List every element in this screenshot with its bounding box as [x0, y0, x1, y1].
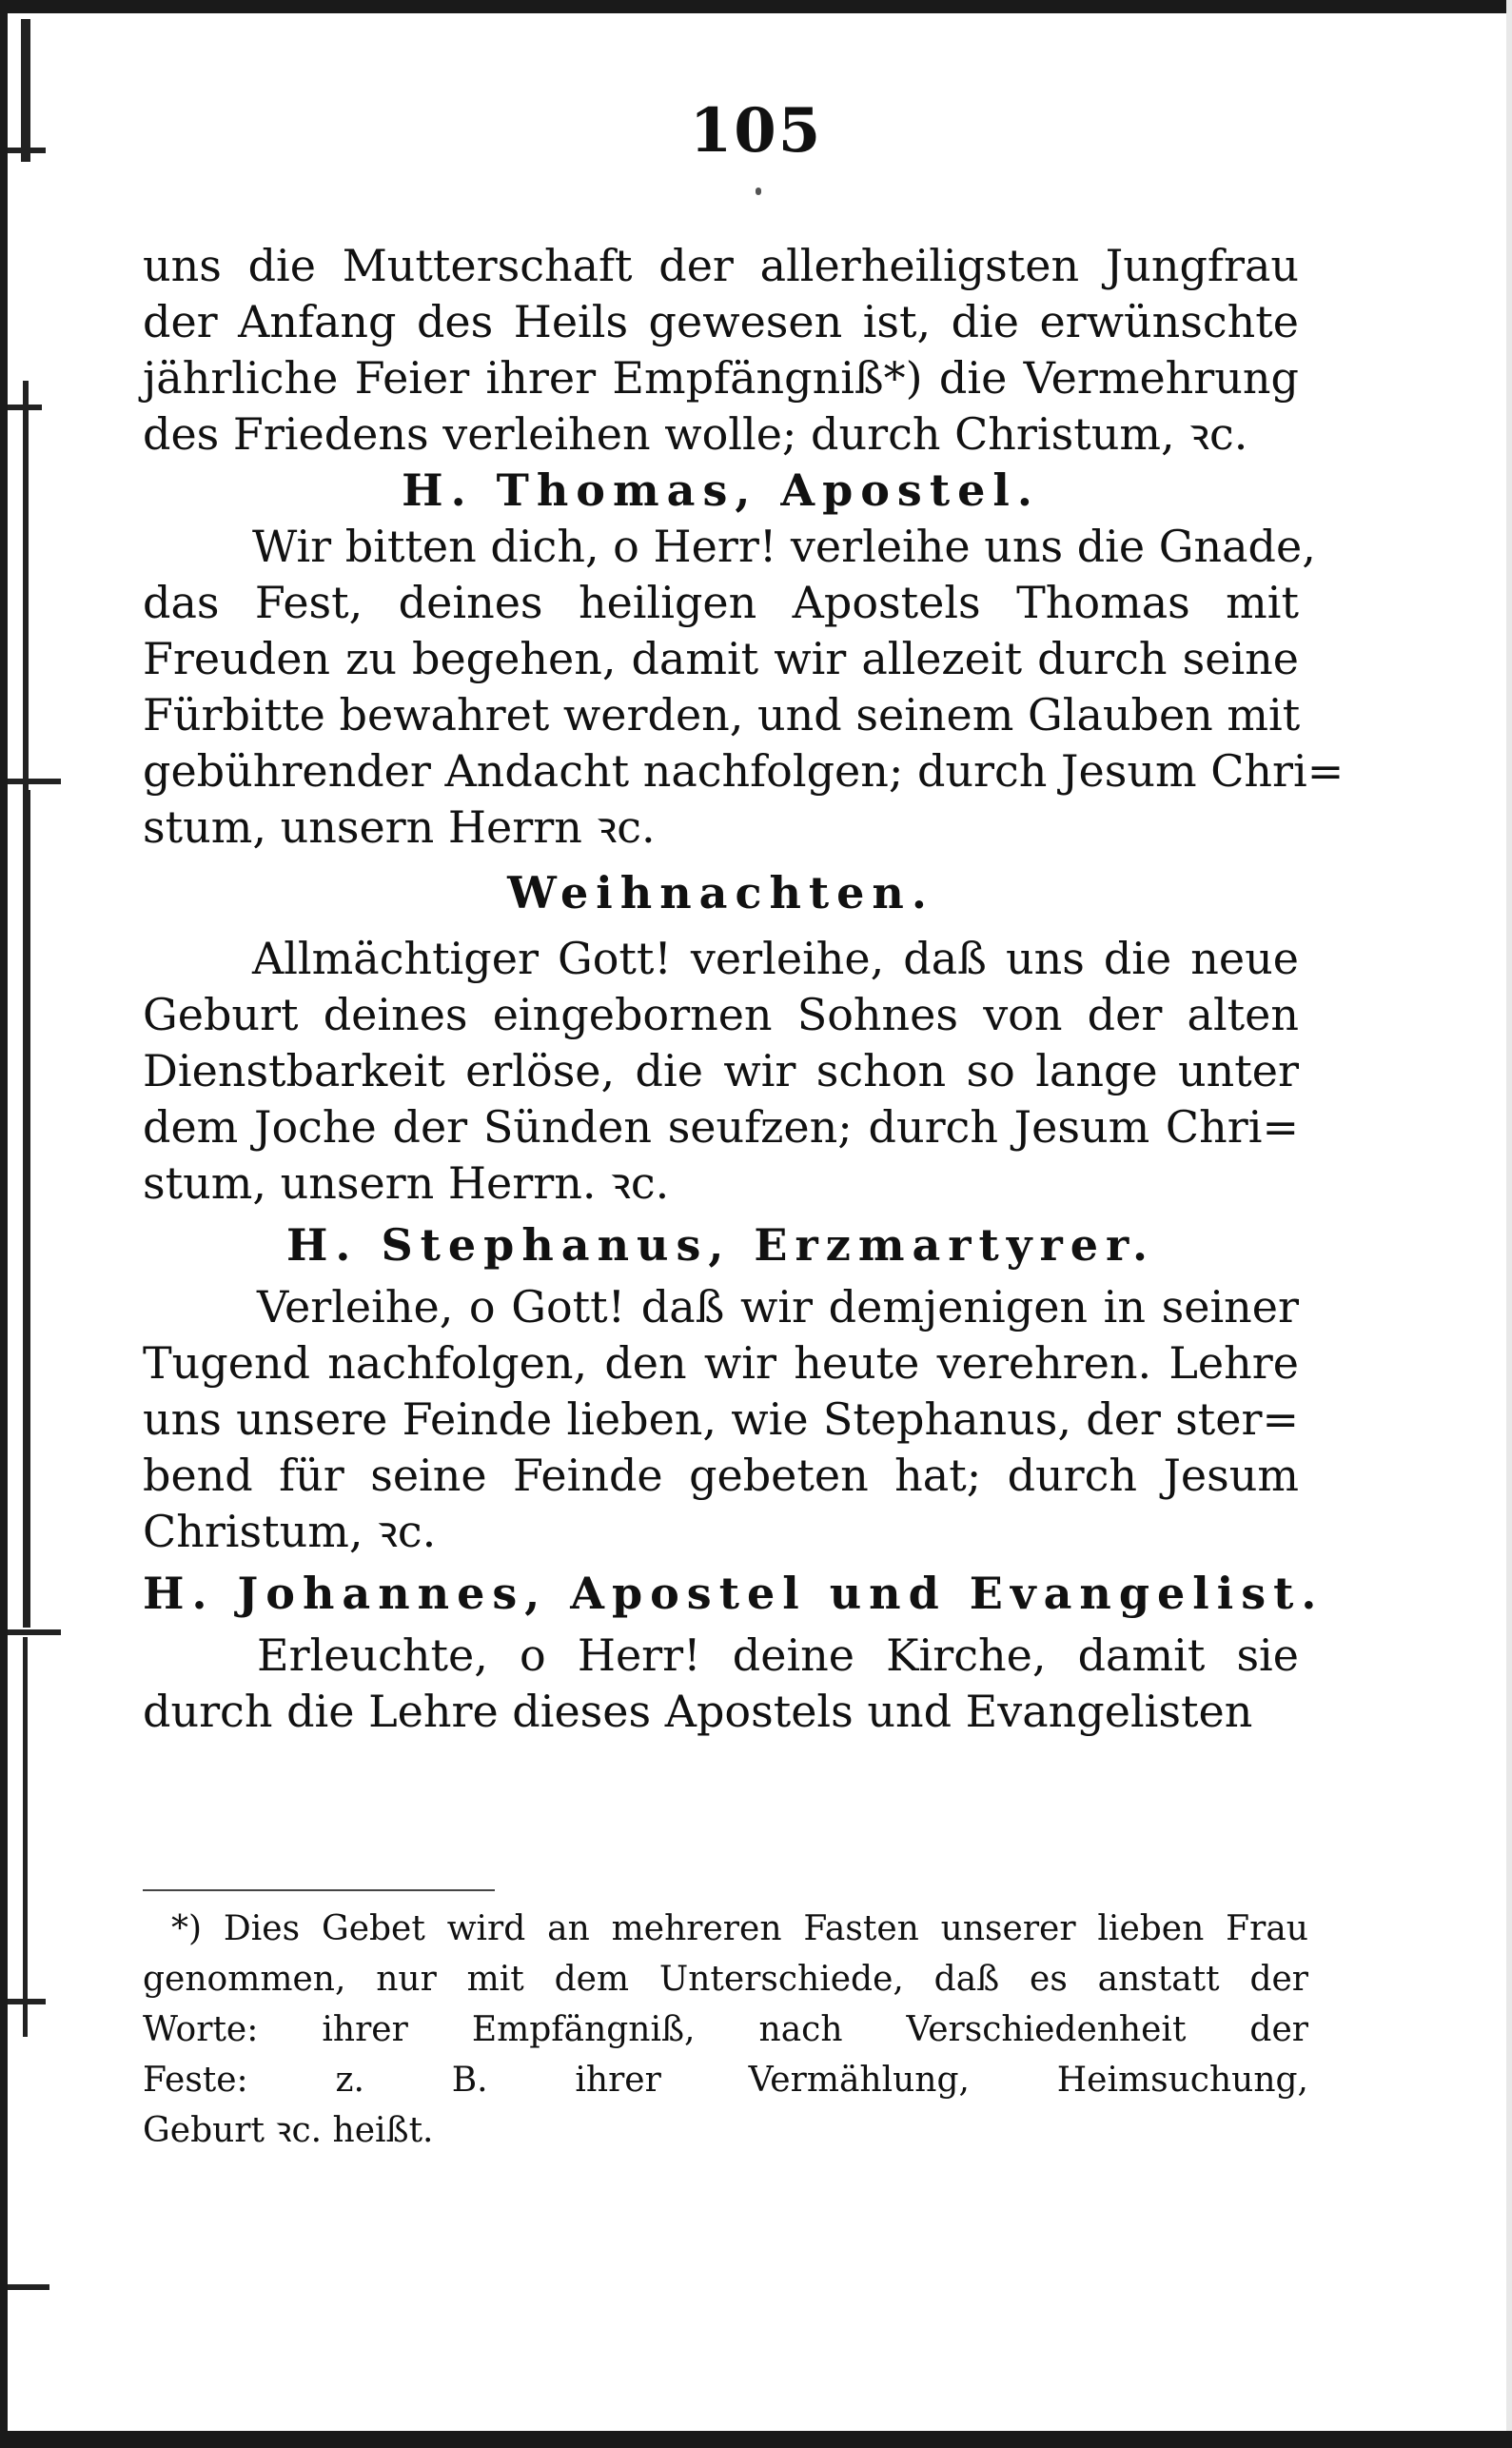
text-line: das Fest, deines heiligen Apostels Thomas mit — [143, 577, 1299, 628]
text-line: Dienstbarkeit erlöse, die wir schon so lange unter — [143, 1045, 1299, 1096]
text-line: Allmächtiger Gott! verleihe, daß uns die neue — [252, 933, 1299, 984]
text-line: Fürbitte bewahret werden, und seinem Glauben mit — [143, 689, 1301, 740]
footnote — [143, 1904, 1308, 2156]
text-line: Verleihe, o Gott! daß wir demjenigen in seiner — [257, 1281, 1299, 1333]
footnote-line: Worte: ihrer Empfängniß, nach Verschiedenheit der — [143, 2010, 1308, 2049]
text-line: stum, unsern Herrn ꝛc. — [143, 801, 656, 853]
text-line: der Anfang des Heils gewesen ist, die erwünschte — [143, 296, 1299, 347]
text-line: dem Joche der Sünden seufzen; durch Jesum Chri= — [143, 1101, 1299, 1153]
text-line: Wir bitten dich, o Herr! verleihe uns die Gnade, — [252, 521, 1316, 572]
section-heading: H. Stephanus, Erzmartyrer. — [285, 1219, 1156, 1271]
binding-mark — [8, 779, 61, 784]
footnote-separator — [143, 1889, 495, 1891]
main-text — [143, 238, 1345, 1740]
text-line: Freuden zu begehen, damit wir allezeit durch seine — [143, 633, 1299, 684]
text-line: bend für seine Feinde gebeten hat; durch Jesum — [143, 1450, 1299, 1501]
text-line: Tugend nachfolgen, den wir heute verehren. Lehre — [143, 1337, 1299, 1389]
scan-frame-left — [0, 0, 8, 2448]
binding-mark — [8, 1999, 46, 2004]
text-line: Christum, ꝛc. — [143, 1506, 437, 1557]
ink-speck — [756, 188, 761, 195]
text-line: uns die Mutterschaft der allerheiligsten Jungfrau — [143, 240, 1299, 291]
page-number: 105 — [689, 95, 823, 167]
text-line: uns unsere Feinde lieben, wie Stephanus, der ster= — [143, 1393, 1299, 1445]
footnote-line: Geburt ꝛc. heißt. — [143, 2111, 434, 2150]
footnote-line: genommen, nur mit dem Unterschiede, daß es anstatt der — [143, 1960, 1308, 1999]
binding-mark — [23, 1637, 28, 2037]
text-line: gebührender Andacht nachfolgen; durch Jesum Chri= — [143, 745, 1345, 797]
scan-frame-bottom — [0, 2431, 1512, 2448]
text-line: stum, unsern Herrn. ꝛc. — [143, 1157, 670, 1209]
binding-mark — [23, 790, 30, 1628]
binding-mark — [8, 2284, 49, 2290]
scan-frame-top — [0, 0, 1512, 13]
section-heading: Weihnachten. — [507, 867, 934, 918]
footnote-line: Feste: z. B. ihrer Vermählung, Heimsuchung, — [143, 2061, 1308, 2100]
text-line: jährliche Feier ihrer Empfängniß*) die Vermehrung — [143, 352, 1299, 404]
text-line: durch die Lehre dieses Apostels und Evangelisten — [143, 1686, 1253, 1737]
binding-mark — [8, 405, 42, 410]
binding-mark — [8, 1629, 61, 1635]
section-heading: H. Thomas, Apostel. — [402, 464, 1040, 516]
section-heading: H. Johannes, Apostel und Evangelist. — [143, 1568, 1325, 1619]
text-line: des Friedens verleihen wolle; durch Christum, ꝛc. — [143, 408, 1248, 460]
text-line: Erleuchte, o Herr! deine Kirche, damit sie — [257, 1629, 1299, 1681]
scan-frame-right — [1506, 0, 1512, 2448]
text-line: Geburt deines eingebornen Sohnes von der alten — [143, 989, 1299, 1040]
footnote-line: *) Dies Gebet wird an mehreren Fasten unserer lieben Frau — [171, 1909, 1308, 1948]
binding-mark — [23, 381, 29, 800]
